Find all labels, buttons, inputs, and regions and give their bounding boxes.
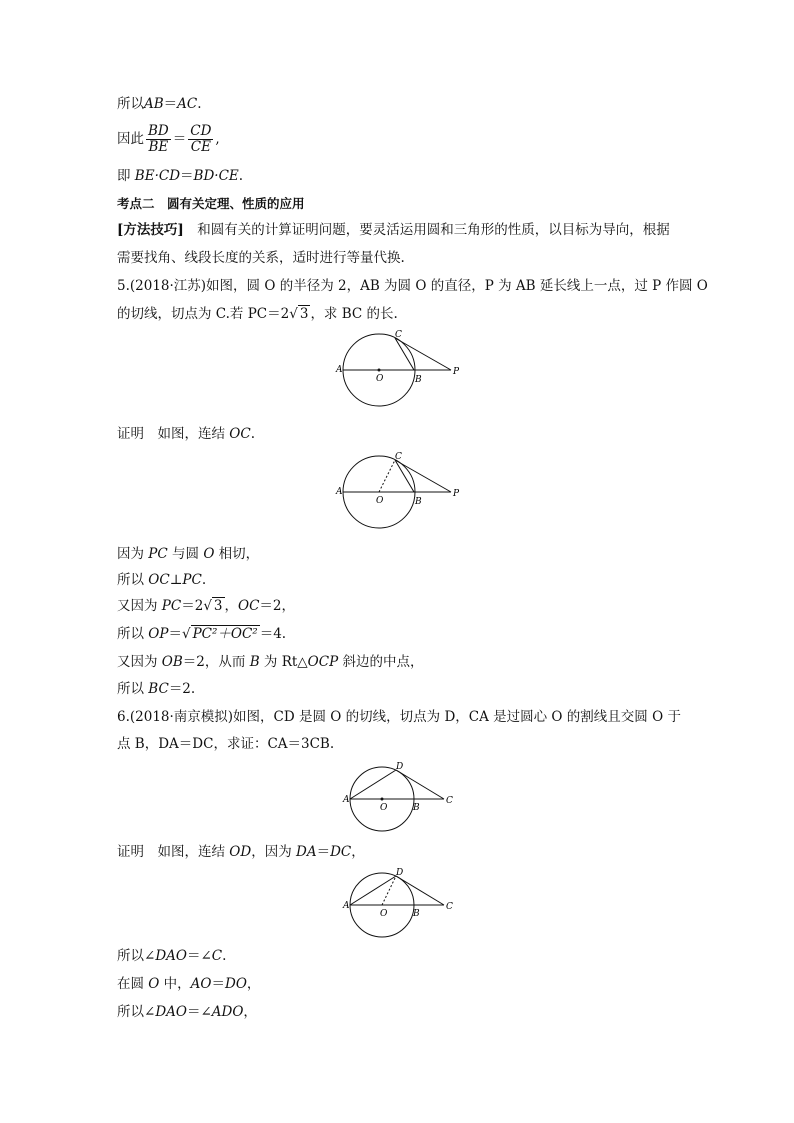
math: OP: [148, 626, 169, 642]
math: ADO: [211, 1004, 244, 1020]
math: C: [211, 948, 223, 964]
label-p: P: [453, 367, 460, 377]
text: ＝2，: [259, 598, 296, 614]
text-line-21: [117, 1004, 257, 1020]
line-ad: [350, 770, 396, 799]
text: .: [201, 572, 207, 588]
radicand: PC²＋OC²: [192, 626, 258, 642]
text-line-19: [117, 948, 226, 964]
center-dot: [381, 798, 384, 801]
text-line-11: [117, 572, 206, 588]
label-o: O: [376, 374, 384, 384]
method-tips-label: [方法技巧]: [117, 222, 184, 238]
text: ＝: [168, 626, 182, 642]
label-c: C: [446, 796, 453, 806]
text: 所以: [117, 626, 149, 642]
text: 的切线，切点为 C.若 PC＝2: [117, 306, 290, 322]
text: 又因为: [117, 598, 162, 614]
text: ＝4.: [259, 626, 287, 642]
section-heading: 考点二 圆有关定理、性质的应用: [117, 196, 305, 211]
text: ＝: [316, 844, 331, 860]
text: 所以: [117, 681, 149, 697]
text: ，求 BC 的长.: [310, 306, 398, 322]
text: ,: [215, 131, 220, 147]
text-line-8: [117, 306, 398, 322]
figure-3-circle-tangent: [340, 762, 460, 832]
sqrt: √ 3: [203, 598, 223, 614]
text: 与圆: [167, 546, 204, 562]
math: B: [249, 654, 260, 670]
text-line-13: [117, 626, 286, 642]
math: AC: [177, 96, 198, 112]
fraction-cd-ce: [188, 124, 213, 155]
math: PC: [161, 598, 182, 614]
text-line-20: [117, 976, 260, 992]
radicand: 3: [299, 306, 309, 322]
label-b: B: [415, 497, 422, 507]
math: OC: [238, 598, 260, 614]
label-o: O: [380, 909, 388, 919]
label-b: B: [415, 375, 422, 385]
text: ＝∠: [186, 1004, 212, 1020]
line-dc: [396, 770, 444, 799]
text: 证明 如图，连结: [117, 844, 230, 860]
text-line-15: [117, 681, 195, 697]
line-cp: [395, 338, 451, 370]
denominator: CE: [190, 139, 211, 155]
text: .: [250, 426, 255, 442]
numerator: BD: [148, 123, 169, 139]
text-line-17: 点 B，DA＝DC，求证：CA＝3CB.: [117, 736, 335, 752]
text: 所以∠: [117, 948, 156, 964]
text: ＝∠: [186, 948, 212, 964]
text: ，: [224, 598, 239, 614]
text: 所以: [117, 572, 149, 588]
text: ，: [243, 1004, 257, 1020]
math: DAO: [155, 1004, 187, 1020]
math: OC: [229, 426, 251, 442]
math: DO: [225, 976, 247, 992]
text-line-1: [117, 96, 202, 112]
fraction-bd-be: [146, 124, 171, 155]
text: ＝2.: [168, 681, 196, 697]
label-c: C: [395, 452, 402, 462]
text: ＝2，从而: [182, 654, 250, 670]
text-line-9: [117, 426, 255, 442]
text-line-6: 需要找角、线段长度的关系，适时进行等量代换.: [117, 250, 405, 266]
text-line-2: [117, 124, 220, 155]
math: BE·CD: [134, 168, 181, 184]
numerator: CD: [190, 123, 212, 139]
text: 因此: [117, 131, 144, 147]
math: DAO: [155, 948, 187, 964]
text: ＝2: [181, 598, 204, 614]
text: 即: [117, 168, 135, 184]
label-a: A: [343, 795, 350, 805]
text: 斜边的中点，: [338, 654, 424, 670]
text: .: [222, 948, 227, 964]
label-b: B: [413, 803, 420, 813]
label-c: C: [395, 330, 402, 340]
text: ＝: [211, 976, 225, 992]
text: ，: [246, 976, 261, 992]
math: BD·CE: [193, 168, 239, 184]
label-a: A: [336, 487, 343, 497]
text: 所以: [117, 96, 144, 112]
text: 中，: [159, 976, 191, 992]
text: 所以∠: [117, 1004, 156, 1020]
math: OD: [229, 844, 252, 860]
text: 在圆: [117, 976, 149, 992]
label-o: O: [380, 803, 388, 813]
label-o: O: [376, 496, 384, 506]
line-dc: [396, 876, 444, 905]
figure-2-circle-tangent: [335, 452, 465, 532]
math: DA: [296, 844, 317, 860]
text: 又因为: [117, 654, 162, 670]
line-cp: [395, 460, 451, 492]
figure-1-circle-tangent: [335, 330, 465, 410]
math: DC: [330, 844, 352, 860]
text: 为 Rt△: [259, 654, 308, 670]
text-line-3: [117, 168, 243, 184]
line-oc-dashed: [379, 460, 395, 492]
text-line-5: [117, 222, 670, 238]
math: OB: [161, 654, 183, 670]
math: AB: [144, 96, 164, 112]
label-d: D: [396, 762, 404, 772]
denominator: BE: [148, 139, 169, 155]
radicand: 3: [213, 598, 223, 614]
math: O: [148, 976, 160, 992]
math: OC⊥PC: [148, 572, 202, 588]
label-p: P: [453, 489, 460, 499]
text: 和圆有关的计算证明问题，要灵活运用圆和三角形的性质，以目标为导向，根据: [183, 222, 670, 238]
text: ，因为: [251, 844, 296, 860]
text-line-10: [117, 546, 259, 562]
label-a: A: [336, 365, 343, 375]
math: O: [203, 546, 215, 562]
text: ，: [351, 844, 365, 860]
problem-6-statement: 6.(2018·南京模拟)如图，CD 是圆 O 的切线，切点为 D，CA 是过圆心 O 的割线且交圆 O 于: [117, 709, 681, 725]
text-line-18: [117, 844, 365, 860]
text: 证明 如图，连结: [117, 426, 230, 442]
text: .: [238, 168, 244, 184]
math: AO: [190, 976, 212, 992]
text: 因为: [117, 546, 149, 562]
label-a: A: [343, 901, 350, 911]
text: ＝: [163, 96, 178, 112]
text: ＝: [180, 168, 194, 184]
label-c: C: [446, 902, 453, 912]
math: OCP: [307, 654, 339, 670]
center-dot: [378, 369, 381, 372]
text: .: [197, 96, 202, 112]
label-b: B: [413, 909, 420, 919]
sqrt: √ 3: [289, 306, 309, 322]
text-line-14: [117, 654, 423, 670]
text-line-12: [117, 598, 295, 614]
math: PC: [148, 546, 168, 562]
text: 相切，: [214, 546, 260, 562]
problem-5-statement: 5.(2018·江苏)如图，圆 O 的半径为 2，AB 为圆 O 的直径，P 为 AB 延长线上一点，过 P 作圆 O: [117, 278, 708, 294]
sqrt: √ PC²＋OC²: [181, 626, 258, 642]
text: ＝: [172, 131, 187, 147]
figure-4-circle-tangent: [340, 868, 460, 938]
label-d: D: [396, 868, 404, 878]
math: BC: [148, 681, 169, 697]
